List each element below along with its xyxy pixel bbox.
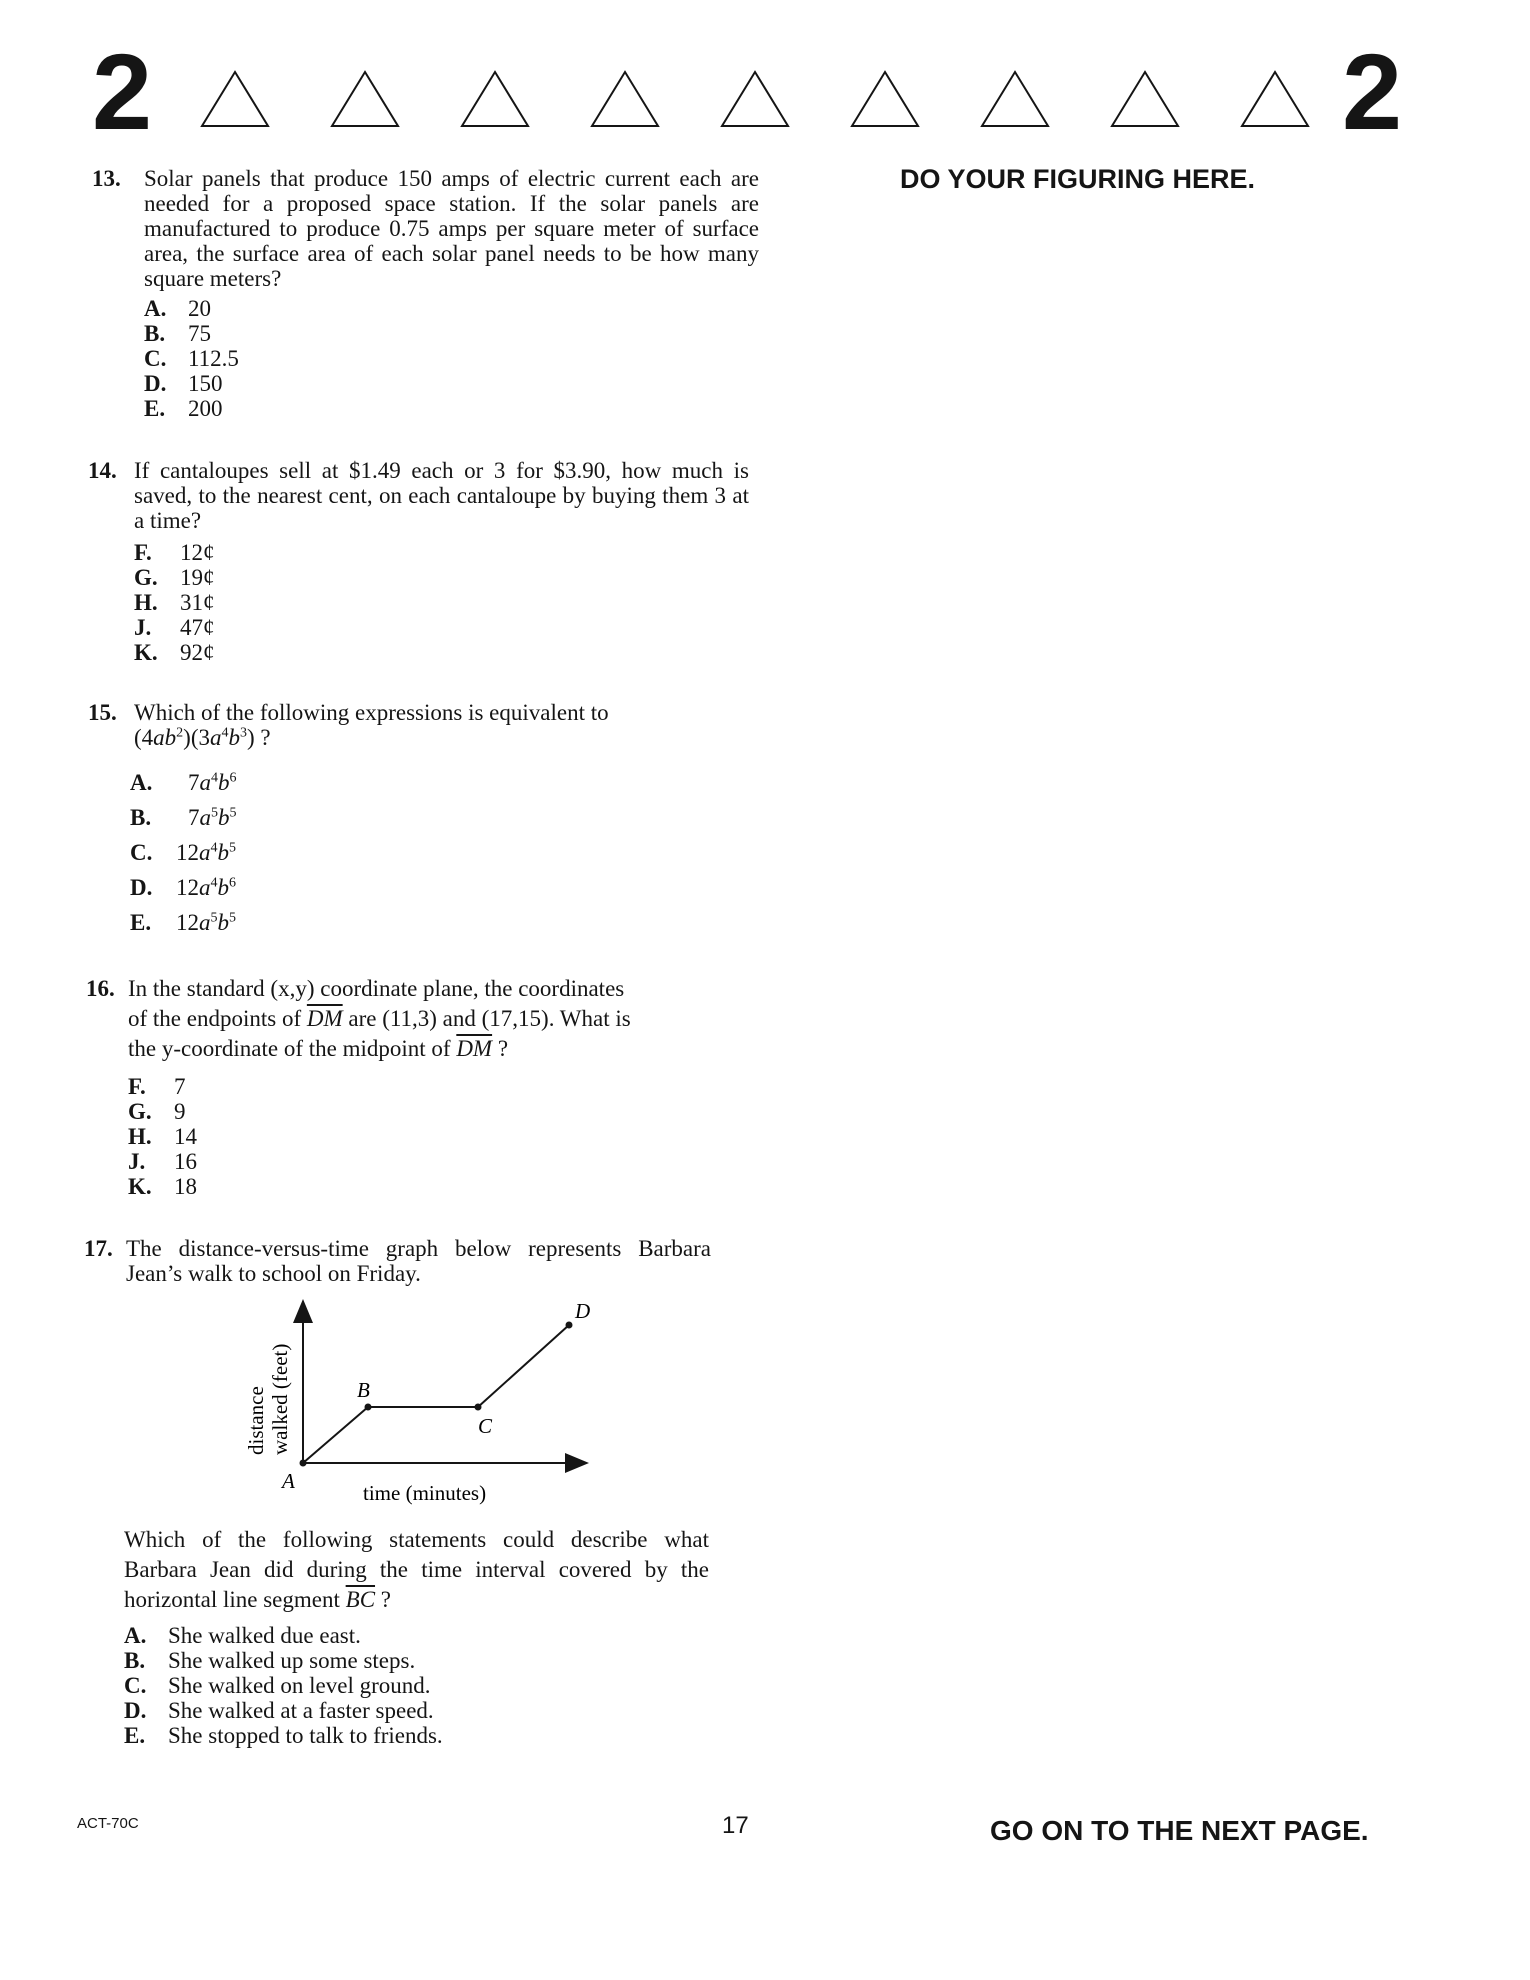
answer-options	[144, 296, 239, 421]
option-c[interactable]: C. She walked on level ground.	[124, 1673, 431, 1698]
option-h[interactable]: H. 31¢	[134, 590, 215, 615]
label-d: D	[575, 1299, 591, 1323]
question-text: In the standard (x,y) coordinate plane, the coordinates of the endpoints of $\overline{DM}$ are (11,3) and (17,15). What is the y-coordinate of the midpoint of $\overline{DM}$ ?	[128, 976, 631, 1061]
option-b[interactable]: B. 75	[144, 321, 211, 346]
triangle-icon	[1240, 70, 1310, 128]
option-e[interactable]: E. She stopped to talk to friends.	[124, 1723, 443, 1748]
triangle-icon	[330, 70, 400, 128]
option-d[interactable]: D. She walked at a faster speed.	[124, 1698, 434, 1723]
option-e[interactable]: E. $12a^5b^5$	[130, 910, 236, 935]
point-d	[566, 1322, 573, 1329]
option-d[interactable]: D. 150	[144, 371, 223, 396]
y-axis-label: walked (feet)	[268, 1343, 292, 1455]
triangle-icon	[720, 70, 790, 128]
option-a[interactable]: A. $7a^4b^6$	[130, 770, 237, 795]
walk-path	[303, 1325, 569, 1463]
triangle-icon	[850, 70, 920, 128]
option-a[interactable]: A. 20	[144, 296, 211, 321]
section-number-right: 2	[1342, 31, 1403, 152]
question-number: 14.	[88, 458, 117, 483]
segment-bc: $\overline{BC}$	[345, 1587, 376, 1612]
option-g[interactable]: G. 19¢	[134, 565, 215, 590]
option-j[interactable]: J. 16	[128, 1149, 197, 1174]
option-c[interactable]: C. $12a^4b^5$	[130, 840, 236, 865]
label-c: C	[478, 1414, 493, 1438]
label-b: B	[357, 1378, 370, 1402]
segment-dm: $\overline{DM}$	[456, 1036, 493, 1061]
triangle-icon	[1110, 70, 1180, 128]
x-axis-label: time (minutes)	[363, 1481, 487, 1505]
option-f[interactable]: F. 7	[128, 1074, 186, 1099]
triangle-icon	[460, 70, 530, 128]
question-expression: $(4ab^2)(3a^4b^3)$ ?	[134, 725, 271, 750]
triangle-icon	[980, 70, 1050, 128]
option-j[interactable]: J. 47¢	[134, 615, 215, 640]
question-text: If cantaloupes sell at $1.49 each or 3 for $3.90, how much is saved, to the nearest cent, on each cantaloupe by buying them 3 at a time?	[134, 458, 749, 533]
distance-time-graph	[235, 1295, 595, 1515]
point-a	[300, 1460, 307, 1467]
segment-dm: $\overline{DM}$	[306, 1006, 343, 1031]
y-axis-label: distance	[244, 1386, 268, 1455]
point-c	[475, 1404, 482, 1411]
question-number: 15.	[88, 700, 117, 725]
question-17-followup: Which of the following statements could describe what Barbara Jean did during the time interval covered by the horizontal line segment $\overline{BC}$ ?	[124, 1527, 709, 1612]
label-a: A	[282, 1469, 295, 1493]
option-g[interactable]: G. 9	[128, 1099, 186, 1124]
option-e[interactable]: E. 200	[144, 396, 223, 421]
page-number: 17	[722, 1812, 749, 1839]
question-text: The distance-versus-time graph below represents Barbara Jean’s walk to school on Friday.	[126, 1236, 711, 1286]
question-number: 16.	[86, 976, 115, 1001]
answer-options	[130, 770, 237, 945]
triangle-icon	[590, 70, 660, 128]
answer-options	[134, 540, 215, 665]
form-code: ACT-70C	[77, 1815, 139, 1832]
figuring-label: DO YOUR FIGURING HERE.	[900, 164, 1256, 194]
option-b[interactable]: B. She walked up some steps.	[124, 1648, 416, 1673]
question-text: Solar panels that produce 150 amps of electric current each are needed for a proposed space station. If the solar panels are manufactured to produce 0.75 amps per square meter of surface area, the surface area of each solar panel needs to be how many square meters?	[144, 166, 759, 291]
option-h[interactable]: H. 14	[128, 1124, 197, 1149]
option-d[interactable]: D. $12a^4b^6$	[130, 875, 236, 900]
option-k[interactable]: K. 92¢	[134, 640, 215, 665]
point-b	[365, 1404, 372, 1411]
next-page-instruction: GO ON TO THE NEXT PAGE.	[990, 1815, 1369, 1846]
question-number: 13.	[92, 166, 121, 191]
triangle-icon	[200, 70, 270, 128]
question-text: Which of the following expressions is equivalent to	[134, 700, 609, 725]
option-k[interactable]: K. 18	[128, 1174, 197, 1199]
option-a[interactable]: A. She walked due east.	[124, 1623, 361, 1648]
question-17-options	[124, 1623, 443, 1748]
option-c[interactable]: C. 112.5	[144, 346, 239, 371]
section-number-left: 2	[92, 31, 153, 152]
question-number: 17.	[84, 1236, 113, 1261]
option-f[interactable]: F. 12¢	[134, 540, 215, 565]
option-b[interactable]: B. $7a^5b^5$	[130, 805, 237, 830]
answer-options	[128, 1074, 197, 1199]
